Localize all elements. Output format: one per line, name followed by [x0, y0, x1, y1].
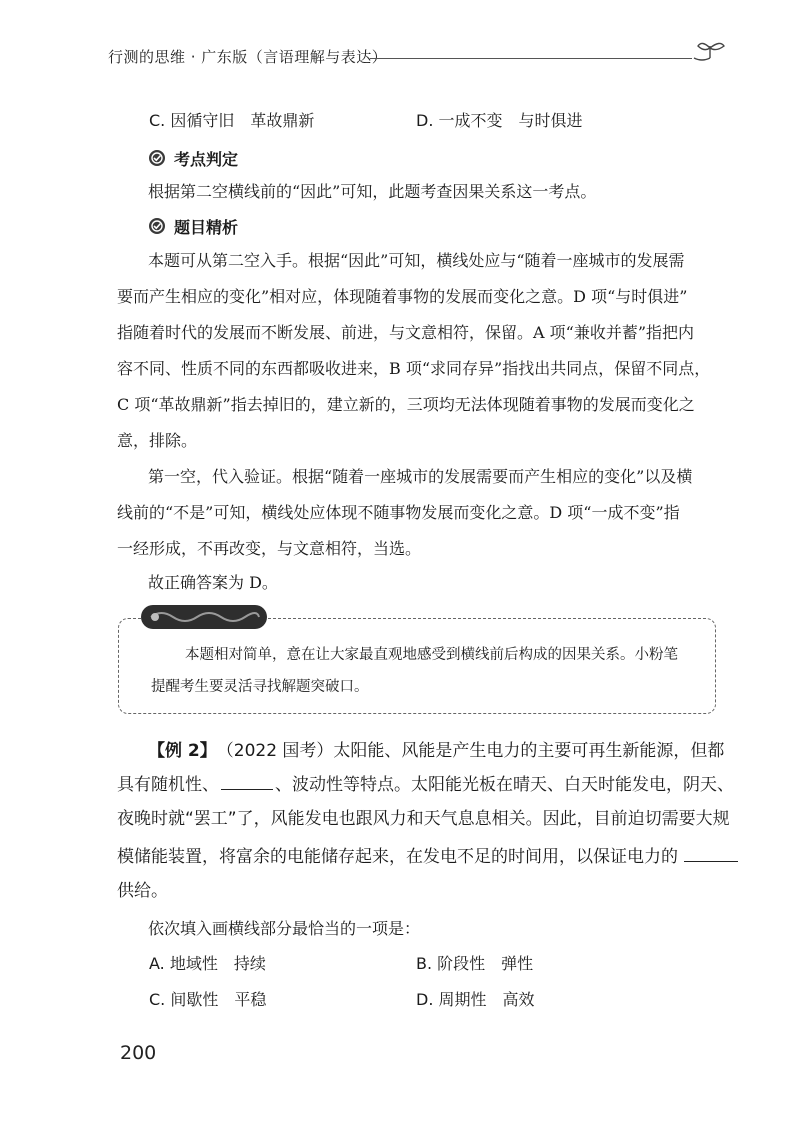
tip-banner-decoration: [141, 605, 267, 629]
option-c: C. 间歇性 平稳: [149, 990, 267, 1009]
example-line: [117, 846, 738, 868]
answer-line: 故正确答案为 D。: [148, 573, 278, 592]
page-number: 200: [120, 1042, 157, 1064]
tip-line: 提醒考生要灵活寻找解题突破口。: [151, 679, 369, 695]
fill-blank-2: [684, 847, 738, 862]
analysis-line: 意，排除。: [117, 431, 198, 450]
example-line: [148, 740, 724, 762]
tip-box: [118, 618, 716, 714]
section-jingxi: [148, 215, 238, 237]
analysis-line: 第一空，代入验证。根据“随着一座城市的发展需要而产生相应的变化”以及横: [148, 467, 693, 486]
analysis-line: C 项“革故鼎新”指去掉旧的，建立新的，三项均无法体现随着事物的发展而变化之: [117, 395, 695, 414]
kaodian-text: 根据第二空横线前的“因此”可知，此题考查因果关系这一考点。: [148, 182, 597, 201]
analysis-line: 一经形成，不再改变，与文意相符，当选。: [117, 539, 422, 558]
example-text: 、波动性等特点。太阳能光板在晴天、白天时能发电，阴天、: [275, 775, 734, 795]
section-kaodian: [148, 147, 238, 169]
option-c: C. 因循守旧 革故鼎新: [149, 111, 315, 130]
analysis-line: 本题可从第二空入手。根据“因此”可知，横线处应与“随着一座城市的发展需: [148, 251, 685, 270]
section-badge-icon: [148, 217, 166, 235]
header-title: 行测的思维 · 广东版（言语理解与表达）: [108, 48, 388, 66]
tip-line: 本题相对简单，意在让大家最直观地感受到横线前后构成的因果关系。小粉笔: [185, 647, 678, 663]
analysis-line: 要而产生相应的变化”相对应，体现随着事物的发展而变化之意。D 项“与时俱进”: [117, 287, 688, 306]
analysis-line: 容不同、性质不同的东西都吸收进来，B 项“求同存异”指找出共同点，保留不同点，: [117, 359, 711, 378]
example-line: 供给。: [117, 881, 168, 901]
fill-blank-1: [221, 775, 273, 790]
tip-banner: [141, 605, 267, 629]
running-header: [108, 40, 728, 70]
sprout-icon: [692, 40, 728, 70]
section-badge-icon: [148, 149, 166, 167]
option-a: A. 地域性 持续: [149, 954, 266, 973]
example-line: 夜晚时就“罢工”了，风能发电也跟风力和天气息息相关。因此，目前迫切需要大规: [117, 809, 730, 829]
question-line: 依次填入画横线部分最恰当的一项是：: [148, 919, 421, 938]
option-d: D. 一成不变 与时俱进: [416, 111, 583, 130]
example-text: （2022 国考）太阳能、风能是产生电力的主要可再生新能源，但都: [216, 741, 725, 761]
option-b: B. 阶段性 弹性: [416, 954, 534, 973]
example-line: [117, 774, 734, 796]
analysis-line: 指随着时代的发展而不断发展、前进，与文意相符，保留。A 项“兼收并蓄”指把内: [117, 323, 695, 342]
example-text: 模储能装置，将富余的电能储存起来，在发电不足的时间用，以保证电力的: [117, 847, 678, 867]
section-heading: 考点判定: [174, 149, 239, 169]
example-text: 具有随机性、: [117, 775, 219, 795]
analysis-line: 线前的“不是”可知，横线处应体现不随事物发展而变化之意。D 项“一成不变”指: [117, 503, 680, 522]
section-heading: 题目精析: [174, 217, 239, 237]
header-rule: [370, 58, 692, 59]
option-d: D. 周期性 高效: [416, 990, 535, 1009]
example-mark: 【例 2】: [148, 741, 217, 761]
